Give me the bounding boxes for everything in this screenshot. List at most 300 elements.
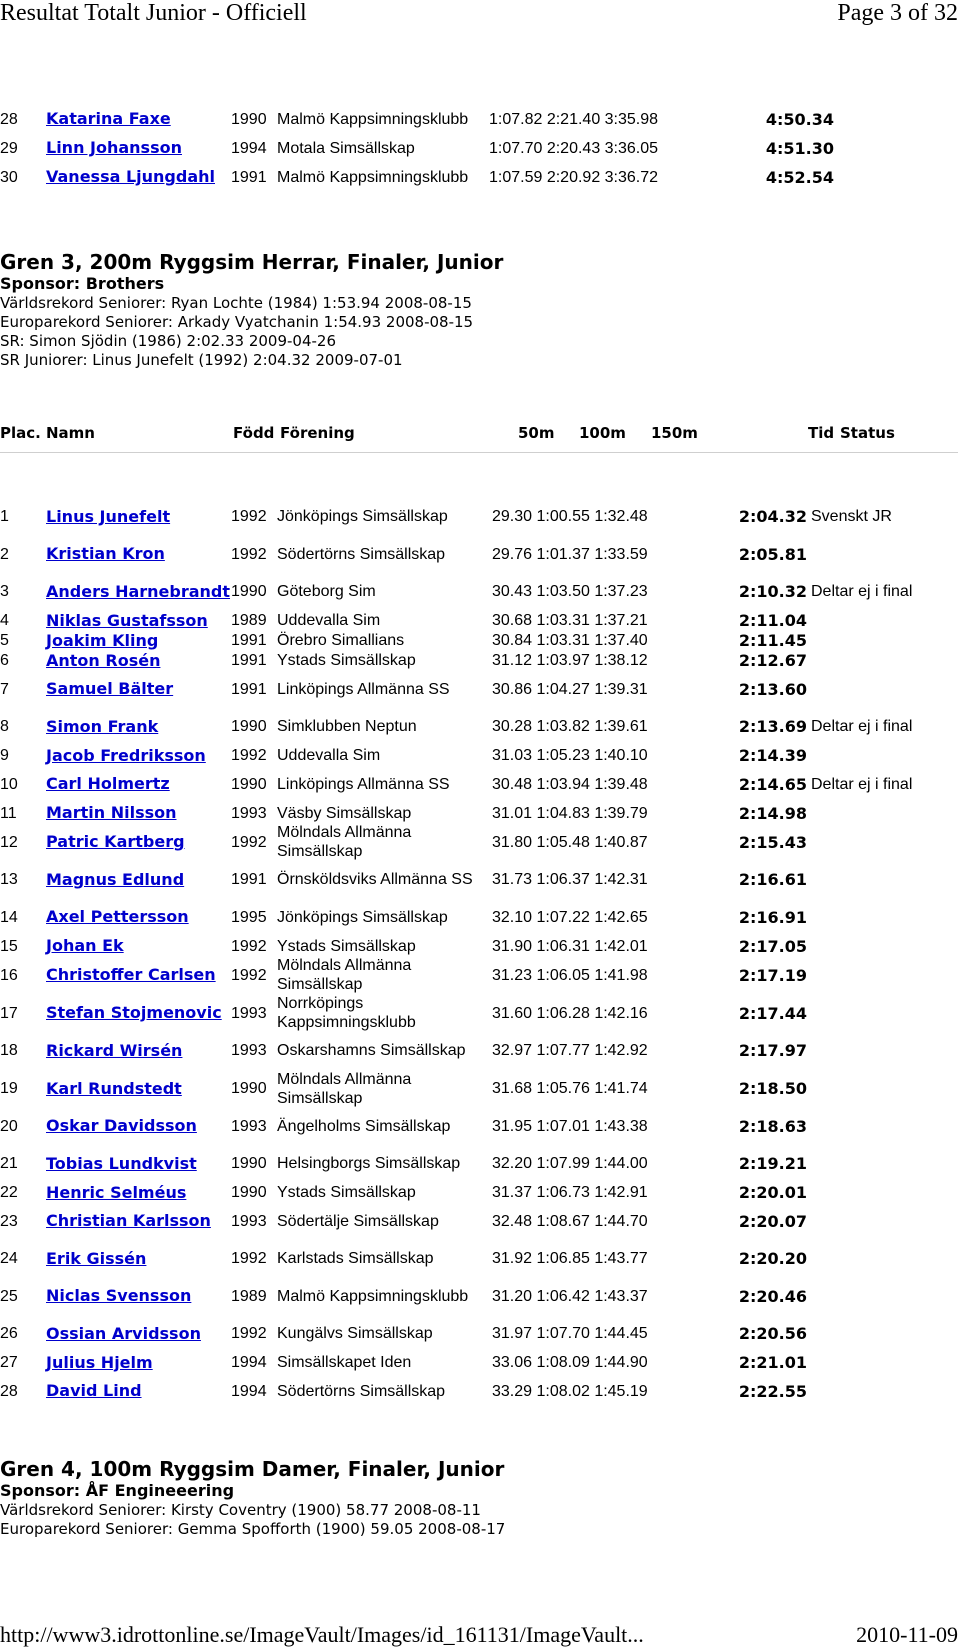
table-row bbox=[0, 1108, 921, 1146]
table-row bbox=[0, 1145, 921, 1183]
place-cell: 26 bbox=[0, 1325, 18, 1343]
athlete-link[interactable]: Anton Rosén bbox=[46, 650, 161, 670]
place-cell: 1 bbox=[0, 508, 9, 526]
event-4-header bbox=[0, 1457, 505, 1539]
status-cell bbox=[807, 1240, 921, 1278]
name-cell bbox=[46, 536, 231, 574]
table-row bbox=[0, 1278, 921, 1316]
place-cell: 28 bbox=[0, 110, 18, 128]
athlete-link[interactable]: Axel Pettersson bbox=[46, 907, 189, 927]
table-row bbox=[0, 536, 921, 574]
club-cell: Mölndals Allmänna Simsällskap bbox=[277, 957, 412, 993]
splits-cell: 31.73 1:06.37 1:42.31 bbox=[492, 871, 648, 889]
name-cell bbox=[46, 1070, 231, 1108]
athlete-link[interactable]: Henric Selméus bbox=[46, 1182, 187, 1202]
athlete-link[interactable]: Niclas Svensson bbox=[46, 1286, 192, 1306]
athlete-link[interactable]: Vanessa Ljungdahl bbox=[46, 167, 215, 186]
year-cell: 1992 bbox=[231, 747, 267, 764]
club-cell: Ystads Simsällskap bbox=[277, 652, 416, 669]
year-cell: 1990 bbox=[231, 775, 267, 793]
name-cell bbox=[46, 1032, 231, 1070]
year-cell: 1990 bbox=[231, 1184, 267, 1201]
athlete-link[interactable]: Jacob Fredriksson bbox=[46, 745, 206, 765]
splits-cell: 31.92 1:06.85 1:43.77 bbox=[492, 1250, 648, 1268]
place-cell: 25 bbox=[0, 1287, 18, 1305]
header-divider bbox=[0, 452, 958, 453]
event-title: Gren 4, 100m Ryggsim Damer, Finaler, Junior bbox=[0, 1457, 505, 1481]
year-cell: 1993 bbox=[231, 1117, 267, 1135]
place-cell: 17 bbox=[0, 1004, 18, 1022]
name-cell bbox=[46, 766, 231, 804]
splits-cell: 30.48 1:03.94 1:39.48 bbox=[492, 775, 648, 793]
place-cell: 8 bbox=[0, 718, 9, 736]
time-cell: 2:20.56 bbox=[738, 1324, 807, 1344]
status-cell: Deltar ej i final bbox=[811, 583, 913, 601]
table-row bbox=[0, 138, 834, 158]
year-cell: 1993 bbox=[231, 804, 267, 822]
splits-cell: 1:07.70 2:20.43 3:36.05 bbox=[489, 139, 659, 157]
athlete-link[interactable]: Linn Johansson bbox=[46, 138, 182, 157]
club-cell: Karlstads Simsällskap bbox=[277, 1250, 434, 1268]
table-row bbox=[0, 1373, 921, 1411]
time-cell: 2:10.32 bbox=[738, 582, 807, 602]
time-cell: 2:20.07 bbox=[738, 1211, 807, 1231]
table-row bbox=[0, 671, 921, 709]
status-cell bbox=[807, 746, 921, 766]
status-cell bbox=[807, 1108, 921, 1146]
place-cell: 18 bbox=[0, 1042, 18, 1060]
record-europe: Europarekord Seniorer: Gemma Spofforth (1900) 59.05 2008-08-17 bbox=[0, 1520, 506, 1538]
table-row bbox=[0, 1032, 921, 1070]
athlete-link[interactable]: Niklas Gustafsson bbox=[46, 610, 208, 630]
athlete-link[interactable]: Julius Hjelm bbox=[46, 1352, 153, 1372]
year-cell: 1991 bbox=[231, 652, 267, 669]
splits-cell: 31.20 1:06.42 1:43.37 bbox=[492, 1287, 648, 1305]
table-row bbox=[0, 823, 921, 861]
col-club: Förening bbox=[280, 424, 355, 442]
year-cell: 1991 bbox=[231, 871, 267, 889]
splits-cell: 30.84 1:03.31 1:37.40 bbox=[492, 632, 648, 649]
table-row bbox=[0, 611, 921, 631]
club-cell: Linköpings Allmänna SS bbox=[277, 775, 450, 793]
club-cell: Örnsköldsviks Allmänna SS bbox=[277, 871, 473, 889]
time-cell: 2:20.01 bbox=[738, 1183, 807, 1202]
splits-cell: 30.68 1:03.31 1:37.21 bbox=[492, 612, 648, 629]
splits-cell: 31.23 1:06.05 1:41.98 bbox=[492, 966, 648, 984]
page-number: Page 3 of 32 bbox=[837, 0, 958, 26]
status-cell bbox=[807, 671, 921, 709]
status-cell bbox=[807, 631, 921, 651]
athlete-link[interactable]: Tobias Lundkvist bbox=[46, 1153, 197, 1173]
year-cell: 1993 bbox=[231, 1212, 267, 1230]
status-cell bbox=[807, 1373, 921, 1411]
club-cell: Göteborg Sim bbox=[277, 583, 376, 601]
club-cell: Helsingborgs Simsällskap bbox=[277, 1155, 461, 1173]
event-3-results-table bbox=[0, 498, 921, 1410]
time-cell: 2:18.50 bbox=[738, 1079, 807, 1098]
time-cell: 2:20.46 bbox=[738, 1286, 807, 1306]
name-cell bbox=[46, 1353, 231, 1373]
athlete-link[interactable]: Joakim Kling bbox=[46, 630, 159, 650]
page-footer bbox=[0, 1622, 960, 1652]
name-cell bbox=[46, 631, 231, 651]
club-cell: Jönköpings Simsällskap bbox=[277, 508, 448, 526]
place-cell: 3 bbox=[0, 583, 9, 601]
time-cell: 2:16.91 bbox=[738, 907, 807, 927]
place-cell: 16 bbox=[0, 966, 18, 984]
col-time: Tid bbox=[808, 424, 835, 442]
record-sweden-junior: SR Juniorer: Linus Junefelt (1992) 2:04.32 2009-07-01 bbox=[0, 351, 403, 369]
table-row bbox=[0, 1240, 921, 1278]
club-cell: Mölndals Allmänna Simsällskap bbox=[277, 1070, 412, 1107]
splits-cell: 32.97 1:07.77 1:42.92 bbox=[492, 1042, 648, 1060]
club-cell: Simsällskapet Iden bbox=[277, 1354, 412, 1371]
place-cell: 20 bbox=[0, 1117, 18, 1135]
time-cell: 2:13.60 bbox=[738, 679, 807, 699]
year-cell: 1993 bbox=[231, 1004, 267, 1022]
place-cell: 28 bbox=[0, 1382, 18, 1400]
table-row bbox=[0, 936, 921, 956]
athlete-link[interactable]: Anders Harnebrandt bbox=[46, 581, 231, 601]
time-cell: 2:17.44 bbox=[738, 1003, 807, 1023]
club-cell: Mölndals Allmänna Simsällskap bbox=[277, 824, 412, 860]
name-cell bbox=[46, 1240, 231, 1278]
time-cell: 2:04.32 bbox=[738, 507, 807, 527]
splits-cell: 33.29 1:08.02 1:45.19 bbox=[492, 1382, 648, 1400]
place-cell: 7 bbox=[0, 680, 9, 698]
place-cell: 12 bbox=[0, 833, 18, 851]
year-cell: 1991 bbox=[231, 680, 267, 698]
time-cell: 4:52.54 bbox=[765, 167, 834, 187]
status-cell bbox=[807, 1278, 921, 1316]
time-cell: 2:13.69 bbox=[738, 717, 807, 737]
name-cell bbox=[46, 1203, 231, 1241]
time-cell: 2:16.61 bbox=[738, 870, 807, 890]
athlete-link[interactable]: Rickard Wirsén bbox=[46, 1040, 183, 1060]
place-cell: 30 bbox=[0, 168, 18, 186]
col-50m: 50m bbox=[518, 424, 555, 442]
year-cell: 1990 bbox=[231, 110, 267, 128]
year-cell: 1993 bbox=[231, 1042, 267, 1060]
record-sweden: SR: Simon Sjödin (1986) 2:02.33 2009-04-26 bbox=[0, 332, 337, 350]
place-cell: 6 bbox=[0, 652, 9, 669]
table-row bbox=[0, 1203, 921, 1241]
name-cell bbox=[46, 1315, 231, 1353]
status-cell bbox=[807, 1032, 921, 1070]
table-row bbox=[0, 631, 921, 651]
col-100m: 100m bbox=[579, 424, 626, 442]
year-cell: 1992 bbox=[231, 937, 267, 955]
club-cell: Ängelholms Simsällskap bbox=[277, 1117, 451, 1135]
name-cell bbox=[46, 994, 231, 1032]
year-cell: 1990 bbox=[231, 583, 267, 601]
prev-results-table bbox=[0, 100, 834, 196]
athlete-link[interactable]: Patric Kartberg bbox=[46, 832, 185, 851]
table-row bbox=[0, 861, 921, 899]
club-cell: Södertälje Simsällskap bbox=[277, 1212, 439, 1230]
club-cell: Motala Simsällskap bbox=[277, 139, 415, 157]
splits-cell: 1:07.82 2:21.40 3:35.98 bbox=[489, 110, 659, 128]
col-status: Status bbox=[840, 424, 895, 442]
name-cell bbox=[46, 158, 231, 196]
year-cell: 1989 bbox=[231, 612, 267, 629]
splits-cell: 29.76 1:01.37 1:33.59 bbox=[492, 545, 648, 563]
year-cell: 1992 bbox=[231, 1325, 267, 1343]
name-cell bbox=[46, 823, 231, 861]
time-cell: 2:21.01 bbox=[738, 1353, 807, 1372]
year-cell: 1989 bbox=[231, 1287, 267, 1305]
place-cell: 14 bbox=[0, 908, 18, 926]
place-cell: 13 bbox=[0, 871, 18, 889]
club-cell: Södertörns Simsällskap bbox=[277, 545, 446, 563]
table-row bbox=[0, 498, 921, 536]
time-cell: 2:15.43 bbox=[738, 832, 807, 852]
name-cell bbox=[46, 1108, 231, 1146]
status-cell bbox=[807, 899, 921, 937]
col-name: Namn bbox=[46, 424, 95, 442]
athlete-link[interactable]: Katarina Faxe bbox=[46, 109, 171, 128]
splits-cell: 1:07.59 2:20.92 3:36.72 bbox=[489, 168, 659, 186]
splits-cell: 30.28 1:03.82 1:39.61 bbox=[492, 718, 648, 736]
place-cell: 23 bbox=[0, 1212, 18, 1230]
splits-cell: 31.80 1:05.48 1:40.87 bbox=[492, 833, 648, 851]
splits-cell: 31.60 1:06.28 1:42.16 bbox=[492, 1004, 648, 1022]
athlete-link[interactable]: Christian Karlsson bbox=[46, 1211, 211, 1231]
status-cell bbox=[807, 611, 921, 631]
club-cell: Malmö Kappsimningsklubb bbox=[277, 1287, 469, 1305]
time-cell: 2:11.45 bbox=[738, 631, 807, 650]
year-cell: 1994 bbox=[231, 1382, 267, 1400]
table-row bbox=[0, 1315, 921, 1353]
athlete-link[interactable]: Carl Holmertz bbox=[46, 774, 170, 794]
splits-cell: 31.03 1:05.23 1:40.10 bbox=[492, 747, 648, 764]
athlete-link[interactable]: Ossian Arvidsson bbox=[46, 1323, 201, 1343]
status-cell bbox=[807, 1203, 921, 1241]
athlete-link[interactable]: David Lind bbox=[46, 1381, 142, 1401]
year-cell: 1990 bbox=[231, 1080, 267, 1097]
year-cell: 1992 bbox=[231, 1250, 267, 1268]
splits-cell: 32.20 1:07.99 1:44.00 bbox=[492, 1155, 648, 1173]
table-row bbox=[0, 573, 921, 611]
year-cell: 1991 bbox=[231, 632, 267, 649]
club-cell: Simklubben Neptun bbox=[277, 718, 417, 736]
status-cell bbox=[807, 936, 921, 956]
name-cell bbox=[46, 651, 231, 671]
year-cell: 1994 bbox=[231, 139, 267, 157]
status-cell bbox=[807, 1183, 921, 1203]
place-cell: 10 bbox=[0, 775, 18, 793]
name-cell bbox=[46, 1145, 231, 1183]
name-cell bbox=[46, 573, 231, 611]
record-world: Världsrekord Seniorer: Kirsty Coventry (1900) 58.77 2008-08-11 bbox=[0, 1501, 481, 1519]
status-cell: Deltar ej i final bbox=[811, 718, 913, 736]
splits-cell: 29.30 1:00.55 1:32.48 bbox=[492, 508, 648, 526]
club-cell: Malmö Kappsimningsklubb bbox=[277, 168, 469, 186]
place-cell: 21 bbox=[0, 1155, 18, 1173]
status-cell bbox=[807, 803, 921, 823]
splits-cell: 32.48 1:08.67 1:44.70 bbox=[492, 1212, 648, 1230]
time-cell: 2:17.05 bbox=[738, 936, 807, 956]
table-row bbox=[0, 651, 921, 671]
splits-cell: 31.01 1:04.83 1:39.79 bbox=[492, 804, 648, 822]
time-cell: 2:05.81 bbox=[738, 544, 807, 564]
page-header bbox=[0, 0, 960, 30]
place-cell: 4 bbox=[0, 612, 9, 629]
year-cell: 1992 bbox=[231, 966, 267, 984]
record-europe: Europarekord Seniorer: Arkady Vyatchanin 1:54.93 2008-08-15 bbox=[0, 313, 474, 331]
time-cell: 2:19.21 bbox=[738, 1154, 807, 1174]
col-born: Född bbox=[233, 424, 275, 442]
status-cell bbox=[807, 1315, 921, 1353]
record-world: Världsrekord Seniorer: Ryan Lochte (1984) 1:53.94 2008-08-15 bbox=[0, 294, 472, 312]
time-cell: 2:17.97 bbox=[738, 1041, 807, 1061]
table-row bbox=[0, 766, 921, 804]
splits-cell: 30.86 1:04.27 1:39.31 bbox=[492, 680, 648, 698]
place-cell: 24 bbox=[0, 1250, 18, 1268]
club-cell: Uddevalla Sim bbox=[277, 612, 381, 629]
name-cell bbox=[46, 861, 231, 899]
table-row bbox=[0, 158, 834, 196]
club-cell: Linköpings Allmänna SS bbox=[277, 680, 450, 698]
time-cell: 4:50.34 bbox=[765, 109, 834, 129]
year-cell: 1995 bbox=[231, 908, 267, 926]
splits-cell: 31.90 1:06.31 1:42.01 bbox=[492, 937, 648, 955]
status-cell: Deltar ej i final bbox=[811, 775, 913, 793]
time-cell: 2:14.98 bbox=[738, 803, 807, 823]
col-150m: 150m bbox=[651, 424, 698, 442]
club-cell: Oskarshamns Simsällskap bbox=[277, 1042, 466, 1060]
club-cell: Uddevalla Sim bbox=[277, 747, 381, 764]
splits-cell: 31.68 1:05.76 1:41.74 bbox=[492, 1080, 648, 1097]
name-cell bbox=[46, 100, 231, 138]
athlete-link[interactable]: Oskar Davidsson bbox=[46, 1116, 197, 1136]
year-cell: 1991 bbox=[231, 168, 267, 186]
name-cell bbox=[46, 956, 231, 994]
club-cell: Malmö Kappsimningsklubb bbox=[277, 110, 469, 128]
place-cell: 5 bbox=[0, 632, 9, 649]
athlete-link[interactable]: Simon Frank bbox=[46, 716, 159, 736]
status-cell: Svenskt JR bbox=[811, 508, 892, 526]
name-cell bbox=[46, 803, 231, 823]
name-cell bbox=[46, 138, 231, 158]
footer-url: http://www3.idrottonline.se/ImageVault/Images/id_161131/ImageVault... bbox=[0, 1622, 644, 1647]
table-row bbox=[0, 899, 921, 937]
time-cell: 2:14.39 bbox=[738, 746, 807, 765]
event-sponsor: Sponsor: Brothers bbox=[0, 274, 165, 293]
name-cell bbox=[46, 936, 231, 956]
table-row bbox=[0, 803, 921, 823]
splits-cell: 31.12 1:03.97 1:38.12 bbox=[492, 652, 648, 669]
year-cell: 1992 bbox=[231, 545, 267, 563]
table-row bbox=[0, 100, 834, 138]
place-cell: 19 bbox=[0, 1080, 18, 1097]
year-cell: 1992 bbox=[231, 833, 267, 851]
event-3-header bbox=[0, 250, 503, 370]
year-cell: 1992 bbox=[231, 508, 267, 526]
club-cell: Södertörns Simsällskap bbox=[277, 1382, 446, 1400]
place-cell: 2 bbox=[0, 545, 9, 563]
athlete-link[interactable]: Christoffer Carlsen bbox=[46, 965, 216, 984]
status-cell bbox=[807, 823, 921, 861]
club-cell: Jönköpings Simsällskap bbox=[277, 908, 448, 926]
name-cell bbox=[46, 611, 231, 631]
time-cell: 2:22.55 bbox=[738, 1381, 807, 1401]
status-cell bbox=[807, 1070, 921, 1108]
athlete-link[interactable]: Samuel Bälter bbox=[46, 679, 174, 699]
athlete-link[interactable]: Johan Ek bbox=[46, 936, 124, 955]
status-cell bbox=[807, 1145, 921, 1183]
name-cell bbox=[46, 746, 231, 766]
name-cell bbox=[46, 899, 231, 937]
splits-cell: 30.43 1:03.50 1:37.23 bbox=[492, 583, 648, 601]
status-cell bbox=[807, 651, 921, 671]
table-row bbox=[0, 1183, 921, 1203]
athlete-link[interactable]: Magnus Edlund bbox=[46, 869, 185, 889]
splits-cell: 33.06 1:08.09 1:44.90 bbox=[492, 1354, 648, 1371]
status-cell bbox=[807, 536, 921, 574]
place-cell: 15 bbox=[0, 937, 18, 955]
time-cell: 2:12.67 bbox=[738, 651, 807, 670]
year-cell: 1994 bbox=[231, 1354, 267, 1371]
place-cell: 22 bbox=[0, 1184, 18, 1201]
club-cell: Örebro Simallians bbox=[277, 632, 405, 649]
table-row bbox=[0, 956, 921, 994]
event-sponsor: Sponsor: ÅF Engineeering bbox=[0, 1481, 235, 1500]
athlete-link[interactable]: Karl Rundstedt bbox=[46, 1078, 182, 1098]
place-cell: 9 bbox=[0, 747, 9, 764]
athlete-link[interactable]: Martin Nilsson bbox=[46, 803, 177, 822]
year-cell: 1990 bbox=[231, 1155, 267, 1173]
page-title: Resultat Totalt Junior - Officiell bbox=[0, 0, 307, 26]
splits-cell: 32.10 1:07.22 1:42.65 bbox=[492, 908, 648, 926]
athlete-link[interactable]: Kristian Kron bbox=[46, 544, 165, 564]
time-cell: 2:11.04 bbox=[738, 611, 807, 630]
name-cell bbox=[46, 1278, 231, 1316]
year-cell: 1990 bbox=[231, 718, 267, 736]
time-cell: 2:20.20 bbox=[738, 1249, 807, 1269]
splits-cell: 31.37 1:06.73 1:42.91 bbox=[492, 1184, 648, 1201]
time-cell: 4:51.30 bbox=[765, 138, 834, 158]
status-cell bbox=[807, 994, 921, 1032]
table-row bbox=[0, 994, 921, 1032]
name-cell bbox=[46, 1183, 231, 1203]
place-cell: 29 bbox=[0, 139, 18, 157]
club-cell: Kungälvs Simsällskap bbox=[277, 1325, 433, 1343]
athlete-link[interactable]: Linus Junefelt bbox=[46, 506, 171, 526]
event-title: Gren 3, 200m Ryggsim Herrar, Finaler, Junior bbox=[0, 250, 504, 274]
splits-cell: 31.97 1:07.70 1:44.45 bbox=[492, 1325, 648, 1343]
club-cell: Väsby Simsällskap bbox=[277, 804, 412, 822]
status-cell bbox=[807, 956, 921, 994]
status-cell bbox=[807, 861, 921, 899]
athlete-link[interactable]: Stefan Stojmenovic bbox=[46, 1003, 222, 1022]
col-place: Plac. bbox=[0, 424, 41, 442]
splits-cell: 31.95 1:07.01 1:43.38 bbox=[492, 1117, 648, 1135]
table-row bbox=[0, 1070, 921, 1108]
status-cell bbox=[807, 1353, 921, 1373]
athlete-link[interactable]: Erik Gissén bbox=[46, 1248, 147, 1268]
table-row bbox=[0, 746, 921, 766]
footer-date: 2010-11-09 bbox=[856, 1622, 958, 1647]
time-cell: 2:14.65 bbox=[738, 774, 807, 794]
name-cell bbox=[46, 708, 231, 746]
name-cell bbox=[46, 498, 231, 536]
place-cell: 27 bbox=[0, 1354, 18, 1371]
place-cell: 11 bbox=[0, 804, 17, 822]
name-cell bbox=[46, 1373, 231, 1411]
club-cell: Ystads Simsällskap bbox=[277, 937, 416, 955]
club-cell: Norrköpings Kappsimningsklubb bbox=[277, 995, 416, 1031]
